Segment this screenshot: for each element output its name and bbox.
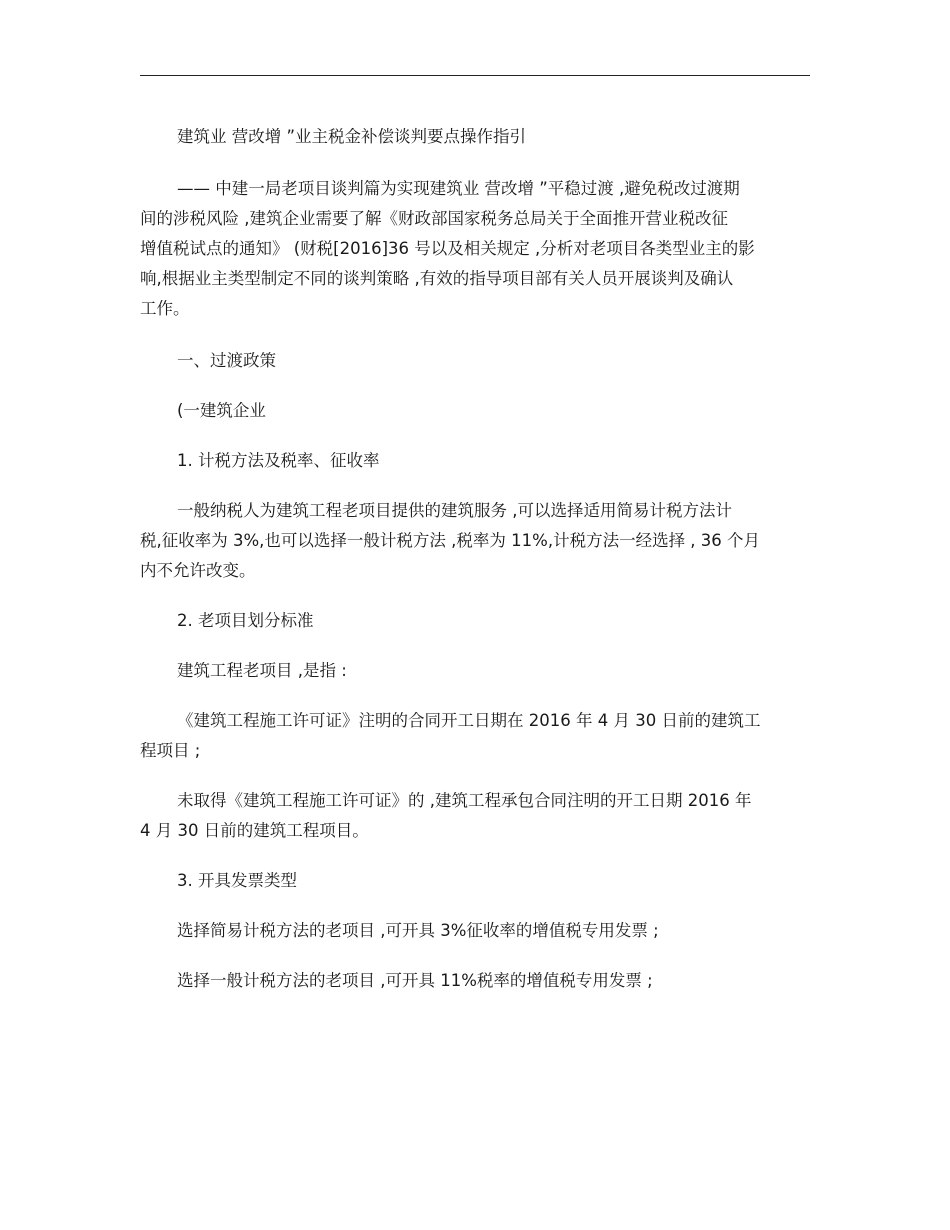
- item-3-b: [140, 966, 810, 996]
- document-body: [140, 122, 810, 996]
- title-line: 建筑业 营改增 ”业主税金补偿谈判要点操作指引: [177, 127, 527, 146]
- paragraph-line: 内不允许改变。: [140, 561, 256, 580]
- item-heading-1: [140, 446, 810, 476]
- document-title: [140, 122, 810, 152]
- subsection-heading-text: (一建筑企业: [177, 401, 266, 420]
- section-heading-1: [140, 346, 810, 376]
- paragraph-line: 未取得《建筑工程施工许可证》的 ,建筑工程承包合同注明的开工日期 2016 年: [177, 791, 752, 810]
- header-rule: [140, 75, 810, 76]
- paragraph-line: 税,征收率为 3%,也可以选择一般计税方法 ,税率为 11%,计税方法一经选择 , 36 个月: [140, 531, 761, 550]
- subsection-heading-1: [140, 396, 810, 426]
- item-3-a: [140, 916, 810, 946]
- item-1-paragraph: [140, 496, 810, 586]
- paragraph-line: 一般纳税人为建筑工程老项目提供的建筑服务 ,可以选择适用简易计税方法计: [177, 501, 732, 520]
- item-heading-text: 2. 老项目划分标准: [177, 611, 314, 630]
- item-2-intro: [140, 656, 810, 686]
- item-heading-text: 1. 计税方法及税率、征收率: [177, 451, 380, 470]
- item-heading-2: [140, 606, 810, 636]
- section-heading-text: 一、过渡政策: [177, 351, 276, 370]
- paragraph-line: 选择一般计税方法的老项目 ,可开具 11%税率的增值税专用发票 ;: [177, 971, 653, 990]
- paragraph-line: 选择简易计税方法的老项目 ,可开具 3%征收率的增值税专用发票 ;: [177, 921, 659, 940]
- intro-line: —— 中建一局老项目谈判篇为实现建筑业 营改增 ”平稳过渡 ,避免税改过渡期: [177, 179, 740, 198]
- paragraph-line: 建筑工程老项目 ,是指 :: [177, 661, 347, 680]
- paragraph-line: 《建筑工程施工许可证》注明的合同开工日期在 2016 年 4 月 30 日前的建筑工: [177, 711, 761, 730]
- item-2-b-paragraph: [140, 786, 810, 846]
- item-heading-text: 3. 开具发票类型: [177, 871, 297, 890]
- intro-line: 工作。: [140, 299, 190, 318]
- paragraph-line: 4 月 30 日前的建筑工程项目。: [140, 821, 369, 840]
- intro-line: 响,根据业主类型制定不同的谈判策略 ,有效的指导项目部有关人员开展谈判及确认: [140, 269, 734, 288]
- intro-line: 间的涉税风险 ,建筑企业需要了解《财政部国家税务总局关于全面推开营业税改征: [140, 209, 728, 228]
- intro-line: 增值税试点的通知》 (财税[2016]36 号以及相关规定 ,分析对老项目各类型业主的影: [140, 239, 755, 258]
- intro-paragraph: [140, 174, 810, 324]
- paragraph-line: 程项目 ;: [140, 741, 201, 760]
- item-heading-3: [140, 866, 810, 896]
- item-2-a-paragraph: [140, 706, 810, 766]
